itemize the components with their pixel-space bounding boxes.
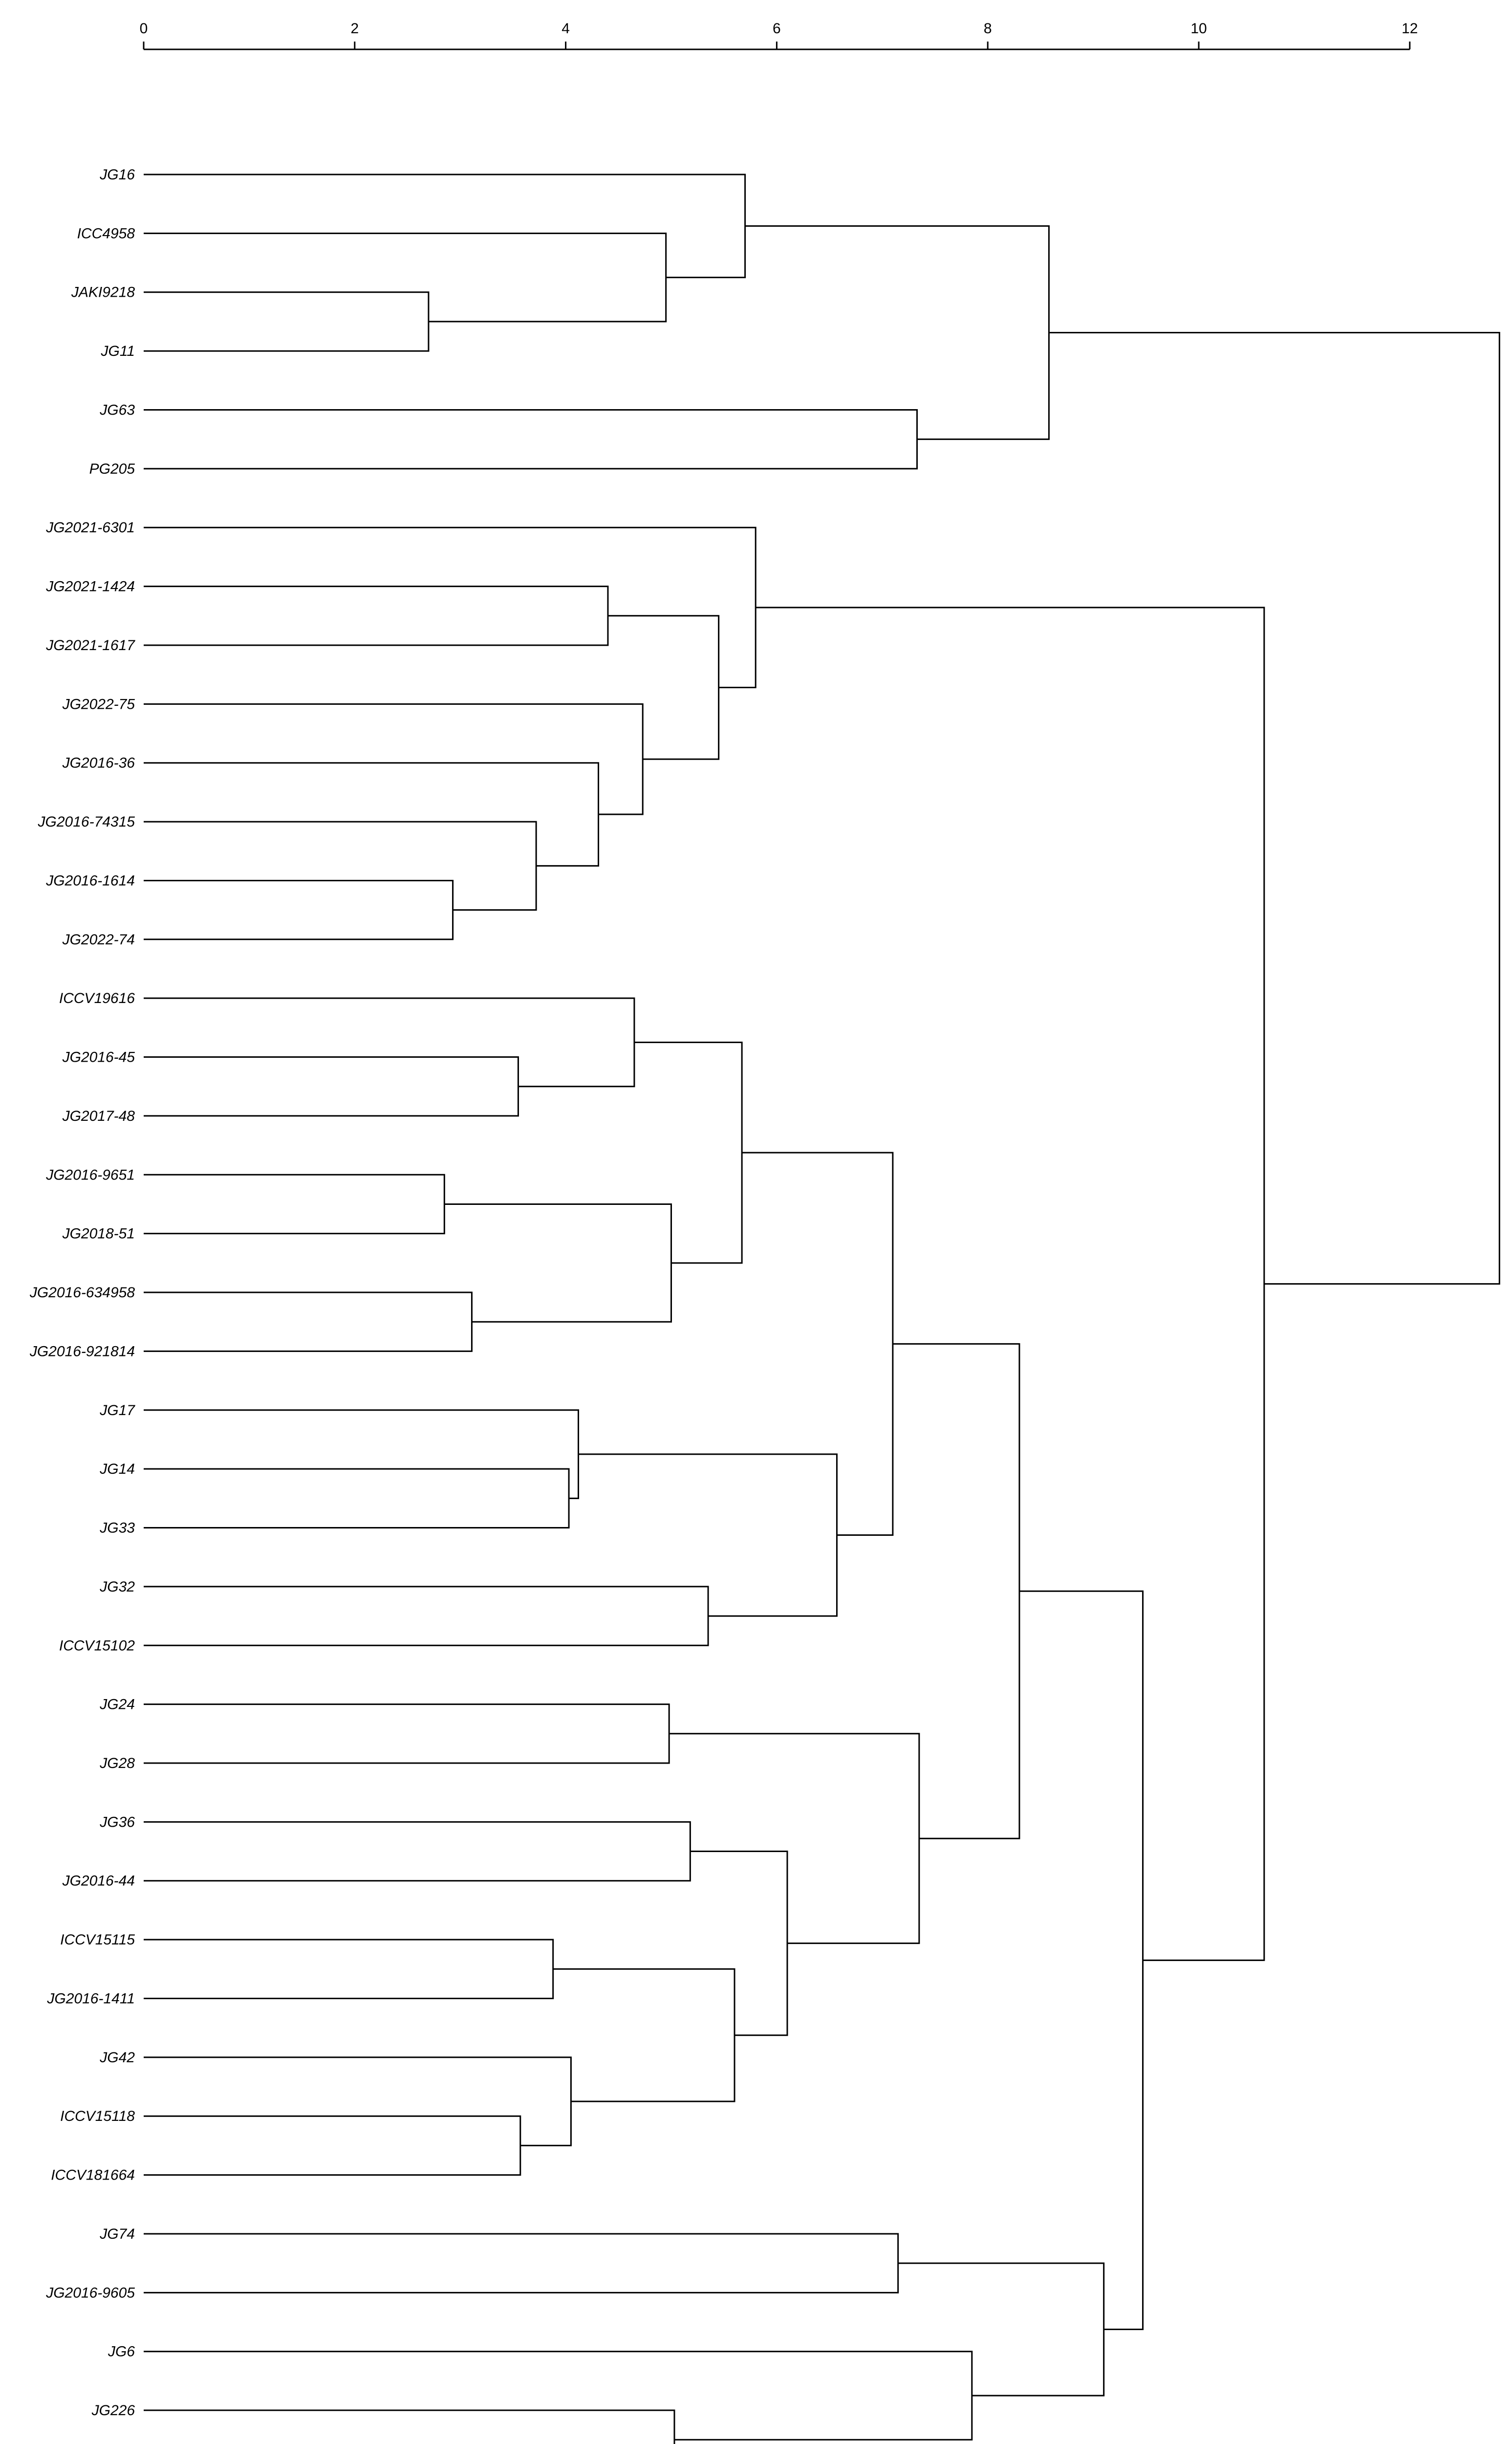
cluster-link (608, 616, 719, 759)
cluster-link (144, 1822, 690, 1880)
tick-label: 4 (562, 21, 570, 37)
tick-label: 2 (350, 21, 359, 37)
leaf-label: JG2016-45 (62, 1049, 135, 1066)
distance-axis (140, 21, 1418, 49)
leaf-label: JG74 (100, 2226, 135, 2242)
leaf-label: JG2016-9605 (46, 2285, 135, 2301)
leaf-label: ICC4958 (77, 225, 135, 242)
cluster-link (144, 1292, 472, 1351)
leaf-label: JG2016-1411 (47, 1990, 135, 2007)
cluster-link (1019, 1591, 1143, 2329)
leaf-label: JG32 (100, 1578, 135, 1595)
cluster-link (144, 2234, 898, 2292)
leaf-label: JG16 (100, 167, 135, 183)
cluster-link (144, 1175, 444, 1233)
cluster-link (756, 608, 1264, 1961)
leaf-label: JG28 (100, 1755, 135, 1771)
leaf-label: JG2017-48 (62, 1108, 135, 1124)
leaf-label: JG42 (100, 2049, 135, 2066)
cluster-link (144, 880, 453, 939)
cluster-link (144, 2057, 571, 2146)
cluster-link (144, 410, 917, 468)
leaf-label: ICCV19616 (59, 990, 135, 1007)
leaf-label: JG24 (100, 1696, 135, 1713)
cluster-link (144, 1704, 669, 1763)
leaf-label: JG11 (101, 343, 135, 360)
cluster-link (144, 2116, 520, 2175)
tick-label: 0 (139, 21, 148, 37)
cluster-link (144, 1410, 579, 1499)
tick-label: 6 (773, 21, 781, 37)
leaf-label: ICCV15118 (60, 2108, 135, 2125)
leaf-label: JG63 (100, 402, 135, 418)
cluster-link (742, 1153, 893, 1535)
cluster-link (144, 233, 666, 322)
cluster-link (745, 226, 1049, 439)
leaf-labels (29, 167, 135, 2444)
cluster-link (553, 1969, 734, 2101)
cluster-link (144, 2352, 972, 2440)
cluster-link (444, 1204, 671, 1322)
cluster-link (634, 1042, 742, 1263)
leaf-label: JAKI9218 (71, 284, 135, 301)
cluster-link (144, 998, 634, 1087)
leaf-label: JG2016-36 (62, 755, 135, 771)
leaf-label: JG6 (108, 2343, 135, 2360)
cluster-link (898, 2263, 1104, 2396)
cluster-link (144, 1940, 553, 1998)
dendrogram-links (144, 175, 1499, 2444)
tick-label: 10 (1190, 21, 1207, 37)
leaf-label: JG2022-75 (62, 696, 135, 713)
leaf-label: JG2021-6301 (46, 520, 135, 536)
cluster-link (144, 704, 643, 814)
cluster-link (144, 292, 429, 351)
tick-label: 12 (1402, 21, 1418, 37)
leaf-label: JG2016-634958 (29, 1285, 135, 1301)
cluster-link (144, 763, 599, 866)
leaf-label: JG2022-74 (62, 931, 135, 948)
leaf-label: JG2016-74315 (38, 814, 135, 830)
cluster-link (144, 527, 756, 687)
leaf-label: JG14 (100, 1461, 135, 1478)
tick-label: 8 (983, 21, 992, 37)
cluster-link (690, 1852, 787, 2035)
leaf-label: JG2016-44 (62, 1873, 135, 1889)
leaf-label: PG205 (89, 460, 135, 477)
leaf-label: ICCV15115 (60, 1932, 135, 1948)
leaf-label: ICCV181664 (51, 2167, 135, 2183)
leaf-label: JG2016-921814 (29, 1343, 135, 1360)
cluster-link (1049, 332, 1499, 1284)
leaf-label: JG2021-1424 (46, 578, 135, 595)
cluster-link (144, 1587, 708, 1645)
cluster-link (144, 587, 608, 645)
leaf-label: JG36 (100, 1814, 135, 1831)
leaf-label: JG33 (100, 1520, 135, 1536)
cluster-link (144, 1057, 518, 1116)
cluster-link (144, 822, 536, 910)
leaf-label: JG17 (100, 1402, 135, 1418)
cluster-link (144, 175, 745, 278)
leaf-label: JG226 (91, 2402, 135, 2419)
leaf-label: JG2016-9651 (46, 1167, 135, 1183)
cluster-link (144, 1469, 569, 1528)
leaf-label: JG2018-51 (62, 1225, 135, 1242)
leaf-label: JG2016-1614 (46, 873, 135, 889)
cluster-link (893, 1344, 1019, 1838)
leaf-label: JG2021-1617 (46, 637, 135, 654)
leaf-label: ICCV15102 (59, 1637, 135, 1654)
cluster-link (144, 2410, 674, 2444)
cluster-link (669, 1734, 919, 1943)
